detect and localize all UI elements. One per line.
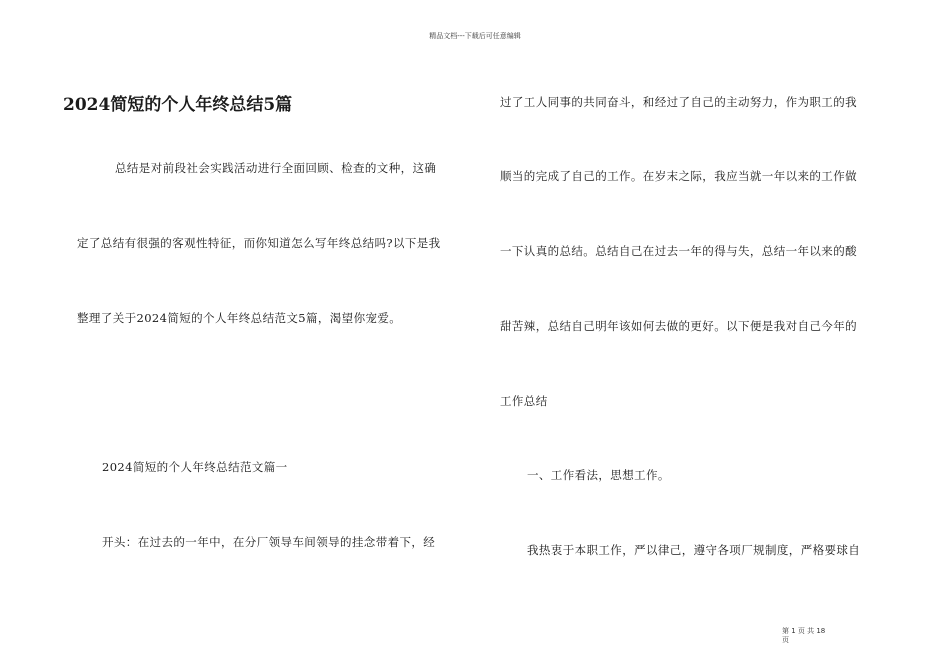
page-number-label: 第 1 页 共 18 — [782, 627, 826, 635]
paragraph-line: 甜苦辣，总结自己明年该如何去做的更好。以下便是我对自己今年的 — [500, 319, 857, 333]
section-heading: 一、工作看法，思想工作。 — [527, 468, 670, 482]
paragraph-line: 定了总结有很强的客观性特征，而你知道怎么写年终总结吗?以下是我 — [77, 236, 441, 250]
page-number — [782, 627, 842, 645]
paragraph-line: 工作总结 — [500, 394, 548, 408]
header-note: 精品文档---下载后可任意编辑 — [429, 32, 521, 40]
page-number-label-cont: 页 — [782, 636, 789, 644]
paragraph-line: 总结是对前段社会实践活动进行全面回顾、检查的文种，这确 — [115, 161, 437, 175]
paragraph-line: 我热衷于本职工作，严以律己，遵守各项厂规制度，严格要球自 — [527, 543, 861, 557]
paragraph-line: 整理了关于2024简短的个人年终总结范文5篇，渴望你宠爱。 — [77, 311, 402, 325]
paragraph-line: 过了工人同事的共同奋斗，和经过了自己的主动努力，作为职工的我 — [500, 95, 857, 109]
paragraph-line: 顺当的完成了自己的工作。在岁末之际，我应当就一年以来的工作做 — [500, 169, 857, 183]
document-title: 2024简短的个人年终总结5篇 — [63, 95, 293, 115]
paragraph-line: 一下认真的总结。总结自己在过去一年的得与失，总结一年以来的酸 — [500, 244, 857, 258]
paragraph-line: 开头：在过去的一年中，在分厂领导车间领导的挂念带着下，经 — [102, 535, 436, 549]
section-heading: 2024简短的个人年终总结范文篇一 — [102, 460, 288, 474]
